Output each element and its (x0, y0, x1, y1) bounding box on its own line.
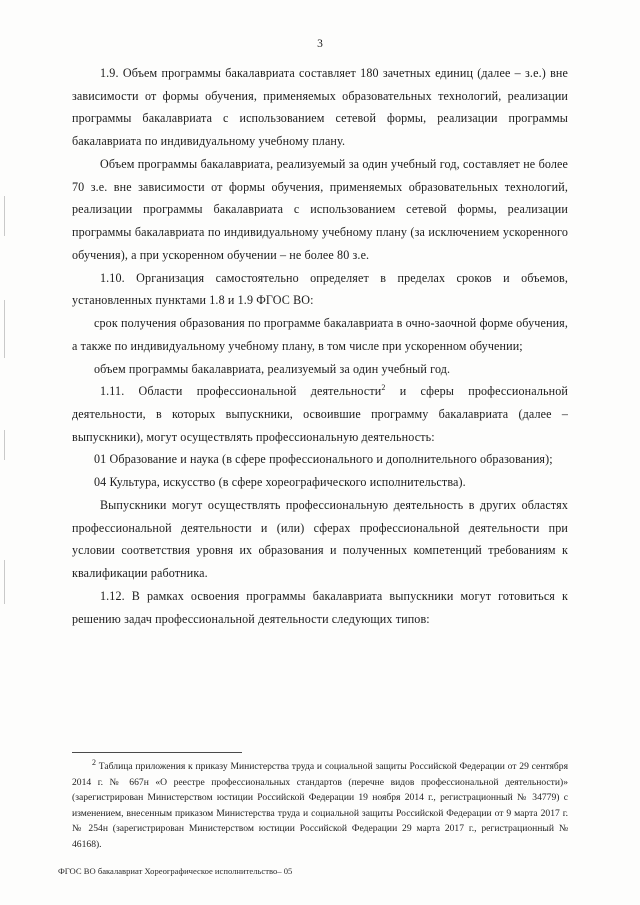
footnote-number: 2 (92, 757, 96, 767)
scan-edge-marks (0, 0, 14, 905)
footnote-section (72, 752, 568, 852)
paragraph-1-11 (72, 380, 568, 448)
footnote-text (72, 759, 568, 852)
paragraph-1-11-text-before: 1.11. Области профессиональной деятельности (100, 384, 382, 399)
paragraph-1-9: 1.9. Объем программы бакалавриата составляет 180 зачетных единиц (далее – з.е.) вне зависимости от формы обучения, применяемых образовательных технологий, реализации программы бакалавриата с использованием сетевой формы, реализации программы бакалавриата по индивидуальному учебному плану. (72, 66, 568, 149)
paragraph-1-10: 1.10. Организация самостоятельно определяет в пределах сроков и объемов, установленных пунктами 1.8 и 1.9 ФГОС ВО: (72, 270, 568, 308)
footnote-marker-2: 2 (381, 383, 386, 393)
page-number: 3 (317, 38, 323, 50)
paragraph-volume-per-year: Объем программы бакалавриата, реализуемый за один учебный год, составляет не более 70 з.е. вне зависимости от формы обучения, применяемых образовательных технологий, реализации программы бакалавриата с использованием сетевой формы, реализации программы бакалавриата по индивидуальному учебному плану (за исключением ускоренного обучения), а при ускоренном обучении – не более 80 з.е. (72, 156, 568, 262)
paragraph-1-11-text-after: и сферы профессиональной деятельности, в которых выпускники, освоившие программу бакалавриата (далее – выпускники), могут осуществлять профессиональную деятельность: (72, 384, 568, 444)
footnote-body: Таблица приложения к приказу Министерства труда и социальной защиты Российской Федерации от 29 сентября 2014 г. № 667н «О реестре профессиональных стандартов (перечне видов профессиональной деятельности)» (зарегистрирован Министерством юстиции Российской Федерации 19 ноября 2014 г., регистрационный № 34779) с изменением, внесенным приказом Министерства труда и социальной защиты Российской Федерации от 9 марта 2017 г. № 254н (зарегистрирован Министерством юстиции Российской Федерации 29 марта 2017 г., регистрационный № 46168). (72, 761, 568, 850)
paragraph-area-01: 01 Образование и наука (в сфере профессионального и дополнительного образования); (94, 452, 553, 467)
document-body (72, 62, 568, 630)
page-footer: ФГОС ВО бакалавриат Хореографическое исполнительство– 05 (58, 866, 293, 876)
paragraph-1-12: 1.12. В рамках освоения программы бакалавриата выпускники могут готовиться к решению задач профессиональной деятельности следующих типов: (72, 588, 568, 626)
paragraph-education-term: срок получения образования по программе бакалавриата в очно-заочной форме обучения, а также по индивидуальному учебному плану, в том числе при ускоренном обучении; (72, 316, 568, 353)
paragraph-graduates-other-areas: Выпускники могут осуществлять профессиональную деятельность в других областях профессиональной деятельности и (или) сферах профессиональной деятельности при условии соответствия уровня их образования и полученных компетенций требованиям к квалификации работника. (72, 497, 568, 581)
paragraph-volume-year-item: объем программы бакалавриата, реализуемый за один учебный год. (94, 361, 451, 376)
paragraph-area-04: 04 Культура, искусство (в сфере хореографического исполнительства). (94, 475, 466, 490)
footnote-divider (72, 752, 242, 753)
